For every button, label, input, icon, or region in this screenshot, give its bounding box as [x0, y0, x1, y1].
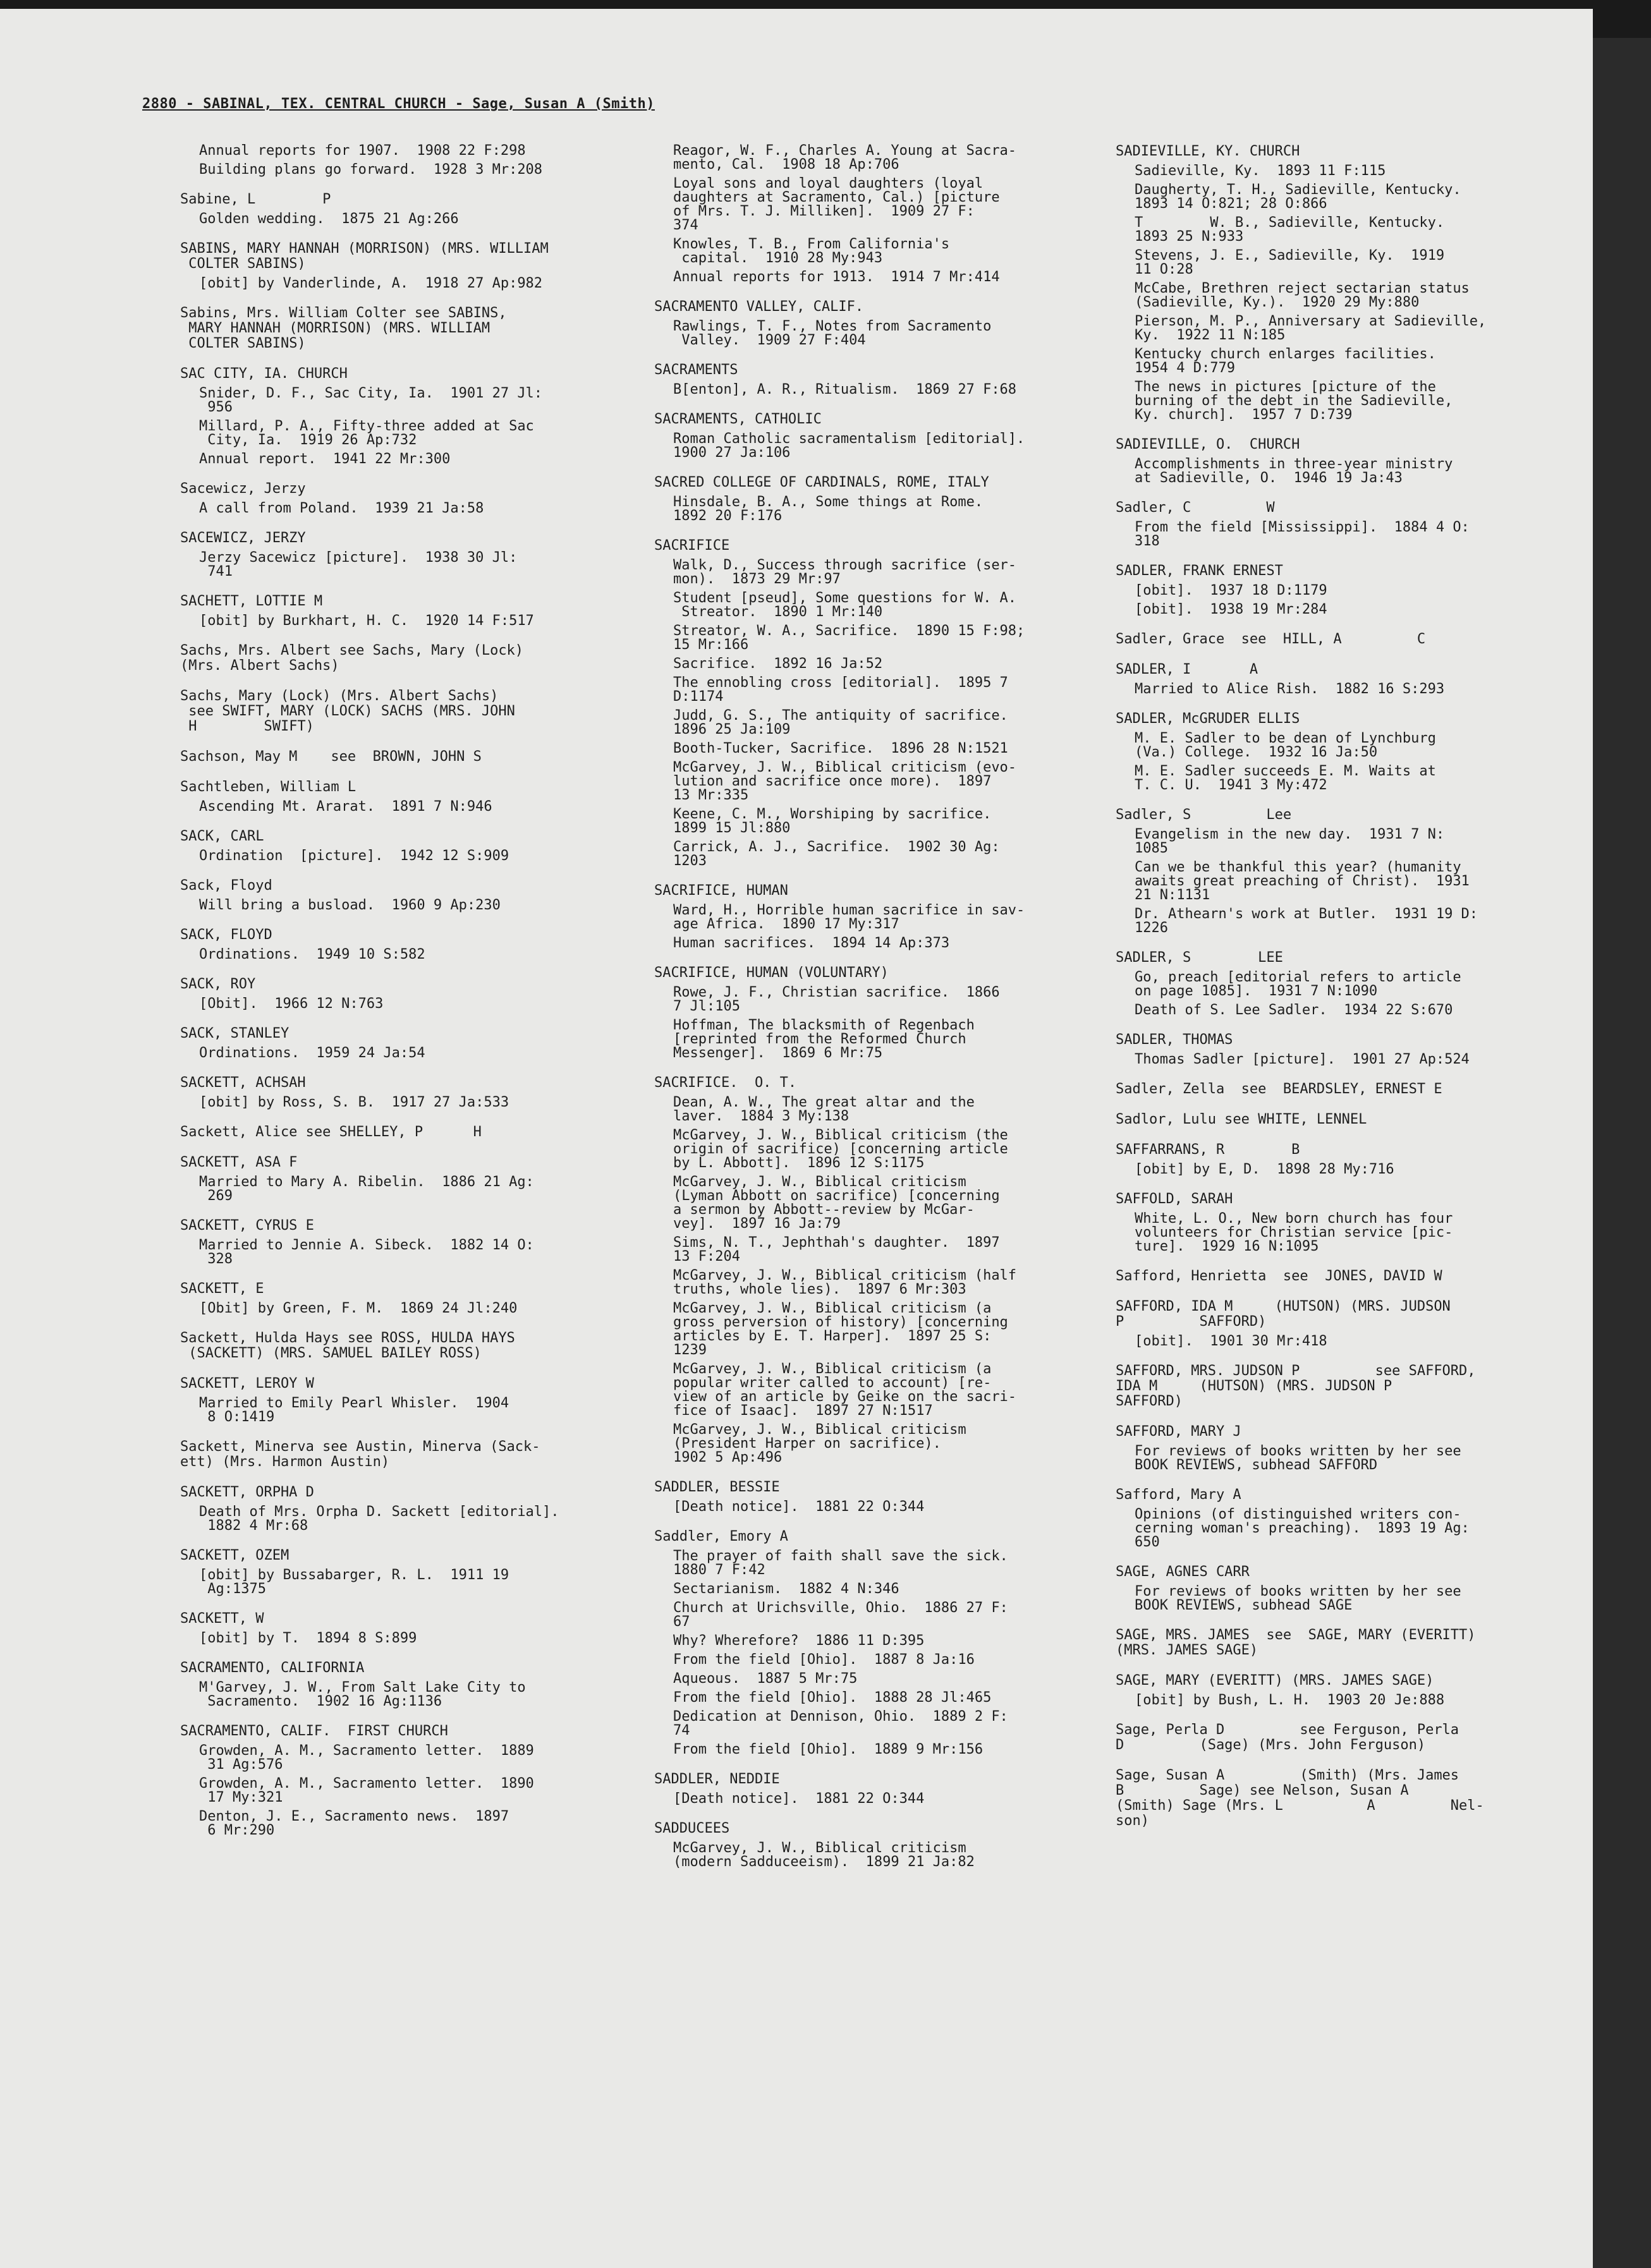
index-entry [1116, 1768, 1583, 1829]
entry-citation: Annual reports for 1913. 1914 7 Mr:414 [673, 269, 1000, 285]
index-entry [654, 412, 1109, 460]
entry-heading: SACRAMENTS, CATHOLIC [654, 411, 822, 427]
entry-heading: SACK, CARL [180, 828, 264, 844]
index-entry [654, 1076, 1109, 1465]
entry-citation: Ordination [picture]. 1942 12 S:909 [199, 848, 509, 864]
index-entry [1116, 1565, 1583, 1613]
entry-citation: Loyal sons and loyal daughters (loyal daughters at Sacramento, Cal.) [picture of Mrs. T. J. Milliken]. 1909 27 F: 374 [673, 176, 1000, 233]
entry-heading: SACHETT, LOTTIE M [180, 593, 323, 609]
entry-citation: Church at Urichsville, Ohio. 1886 27 F: 67 [673, 1600, 1008, 1630]
entry-citation: Ascending Mt. Ararat. 1891 7 N:946 [199, 799, 492, 815]
index-entry [654, 1480, 1109, 1514]
entry-citation: For reviews of books written by her see BOOK REVIEWS, subhead SAFFORD [1135, 1443, 1461, 1473]
index-entry [654, 966, 1109, 1060]
entry-heading: SAC CITY, IA. CHURCH [180, 366, 348, 382]
entry-heading: SADDLER, NEDDIE [654, 1771, 780, 1787]
entry-heading: SACKETT, ACHSAH [180, 1075, 306, 1091]
entry-citation: Ordinations. 1959 24 Ja:54 [199, 1045, 425, 1061]
index-entry [654, 1529, 1109, 1757]
entry-citation: [obit] by T. 1894 8 S:899 [199, 1630, 417, 1646]
index-entry [180, 643, 648, 674]
entry-citation: Stevens, J. E., Sadieville, Ky. 1919 11 O:28 [1135, 248, 1445, 277]
entry-heading: SACKETT, ASA F [180, 1155, 298, 1170]
entry-heading: SADIEVILLE, O. CHURCH [1116, 437, 1300, 452]
entry-heading: Sackett, Hulda Hays see ROSS, HULDA HAYS (SACKETT) (MRS. SAMUEL BAILEY ROSS) [180, 1330, 515, 1361]
index-entry [1116, 632, 1583, 647]
index-entry [1116, 1143, 1583, 1177]
index-entry [1116, 1269, 1583, 1284]
entry-heading: Sadler, Zella see BEARDSLEY, ERNEST E [1116, 1081, 1442, 1097]
index-entry [1116, 950, 1583, 1017]
entry-citation: Can we be thankful this year? (humanity awaits great preaching of Christ). 1931 21 N:1131 [1135, 859, 1470, 903]
index-entry [180, 1218, 648, 1266]
entry-citation: Booth-Tucker, Sacrifice. 1896 28 N:1521 [673, 741, 1008, 756]
index-entry [1116, 1299, 1583, 1349]
entry-citation: Opinions (of distinguished writers con- cerning woman's preaching). 1893 19 Ag: 650 [1135, 1507, 1470, 1550]
entry-citation: M. E. Sadler succeeds E. M. Waits at T. C. U. 1941 3 My:472 [1135, 763, 1436, 793]
entry-heading: Safford, Mary A [1116, 1487, 1241, 1503]
index-entry [180, 1331, 648, 1361]
entry-citation: Annual report. 1941 22 Mr:300 [199, 451, 451, 467]
entry-heading: SAGE, MARY (EVERITT) (MRS. JAMES SAGE) [1116, 1673, 1434, 1689]
entry-citation: Dedication at Dennison, Ohio. 1889 2 F: 74 [673, 1709, 1008, 1738]
entry-citation: B[enton], A. R., Ritualism. 1869 27 F:68 [673, 382, 1017, 397]
entry-heading: Sabins, Mrs. William Colter see SABINS, MARY HANNAH (MORRISON) (MRS. WILLIAM COLTER SABINS) [180, 305, 507, 351]
entry-citation: Sadieville, Ky. 1893 11 F:115 [1135, 163, 1386, 179]
entry-citation: McGarvey, J. W., Biblical criticism (a gross perversion of history) [concerning articles by E. T. Harper]. 1897 25 S: 1239 [673, 1301, 1008, 1358]
index-entry [1116, 712, 1583, 792]
entry-citation: Walk, D., Success through sacrifice (ser- mon). 1873 29 Mr:97 [673, 557, 1017, 587]
entry-heading: SAFFOLD, SARAH [1116, 1191, 1233, 1207]
page-edge-shadow [1593, 38, 1651, 2268]
index-entry [180, 780, 648, 814]
entry-heading: SADLER, THOMAS [1116, 1032, 1233, 1048]
entry-citation: Jerzy Sacewicz [picture]. 1938 30 Jl: 741 [199, 550, 518, 579]
index-entry [180, 1026, 648, 1060]
index-entry [1116, 1192, 1583, 1254]
entry-heading: SADDLER, BESSIE [654, 1479, 780, 1495]
entry-citation: [obit]. 1901 30 Mr:418 [1135, 1333, 1327, 1349]
index-entry [180, 1155, 648, 1203]
entry-heading: Sadler, Grace see HILL, A C [1116, 631, 1426, 647]
entry-citation: Millard, P. A., Fifty-three added at Sac City, Ia. 1919 26 Ap:732 [199, 418, 534, 448]
index-entry [654, 300, 1109, 348]
index-entry [654, 1772, 1109, 1806]
entry-citation: M. E. Sadler to be dean of Lynchburg (Va.) College. 1932 16 Ja:50 [1135, 731, 1436, 760]
entry-heading: Sage, Perla D see Ferguson, Perla D (Sage) (Mrs. John Ferguson) [1116, 1722, 1459, 1753]
entry-citation: Why? Wherefore? 1886 11 D:395 [673, 1633, 925, 1649]
entry-citation: M'Garvey, J. W., From Salt Lake City to Sacramento. 1902 16 Ag:1136 [199, 1680, 526, 1709]
entry-citation: Golden wedding. 1875 21 Ag:266 [199, 211, 459, 227]
entry-citation: A call from Poland. 1939 21 Ja:58 [199, 500, 484, 516]
entry-heading: SABINS, MARY HANNAH (MORRISON) (MRS. WILLIAM COLTER SABINS) [180, 241, 549, 272]
index-entry [180, 749, 648, 765]
entry-heading: SACKETT, ORPHA D [180, 1484, 314, 1500]
index-entry [180, 1548, 648, 1596]
entry-citation: Rawlings, T. F., Notes from Sacramento Valley. 1909 27 F:404 [673, 318, 992, 348]
entry-heading: Sadler, S Lee [1116, 807, 1292, 823]
entry-citation: From the field [Ohio]. 1889 9 Mr:156 [673, 1742, 984, 1757]
entry-citation: McGarvey, J. W., Biblical criticism (the origin of sacrifice) [concerning article by L. Abbott]. 1896 12 S:1175 [673, 1127, 1008, 1171]
entry-citation: The news in pictures [picture of the burning of the debt in the Sadieville, Ky. church]. 1957 7 D:739 [1135, 379, 1453, 423]
index-entry [180, 1661, 648, 1709]
entry-citation: Will bring a busload. 1960 9 Ap:230 [199, 897, 501, 913]
entry-heading: SACRAMENTS [654, 362, 738, 378]
entry-citation: Kentucky church enlarges facilities. 1954 4 D:779 [1135, 346, 1436, 376]
index-entry [1116, 1424, 1583, 1472]
entry-citation: Sacrifice. 1892 16 Ja:52 [673, 656, 883, 672]
index-entry [180, 1440, 648, 1470]
entry-citation: T W. B., Sadieville, Kentucky. 1893 25 N:933 [1135, 215, 1445, 245]
entry-heading: SAFFARRANS, R B [1116, 1142, 1300, 1158]
entry-heading: SAFFORD, MARY J [1116, 1424, 1241, 1440]
entry-citation: Roman Catholic sacramentalism [editorial]. 1900 27 Ja:106 [673, 431, 1025, 461]
entry-citation: Dr. Athearn's work at Butler. 1931 19 D: 1226 [1135, 906, 1478, 936]
entry-citation: [obit]. 1937 18 D:1179 [1135, 583, 1327, 598]
index-entry [180, 144, 648, 177]
entry-citation: Building plans go forward. 1928 3 Mr:208 [199, 162, 543, 178]
entry-citation: Snider, D. F., Sac City, Ia. 1901 27 Jl: 956 [199, 385, 543, 415]
entry-citation: McGarvey, J. W., Biblical criticism (President Harper on sacrifice). 1902 5 Ap:496 [673, 1422, 966, 1465]
entry-citation: Hoffman, The blacksmith of Regenbach [reprinted from the Reformed Church Messenger]. 1869 6 Mr:75 [673, 1017, 975, 1061]
entry-citation: White, L. O., New born church has four volunteers for Christian service [pic- ture]. 1929 16 N:1095 [1135, 1211, 1453, 1254]
entry-citation: Growden, A. M., Sacramento letter. 1889 31 Ag:576 [199, 1743, 534, 1773]
index-entry [180, 1611, 648, 1646]
entry-heading: Safford, Henrietta see JONES, DAVID W [1116, 1268, 1442, 1284]
column-left [180, 144, 648, 1853]
entry-citation: [obit]. 1938 19 Mr:284 [1135, 602, 1327, 617]
index-entry [180, 1724, 648, 1838]
entry-citation: For reviews of books written by her see BOOK REVIEWS, subhead SAGE [1135, 1584, 1461, 1613]
entry-heading: SADLER, McGRUDER ELLIS [1116, 711, 1300, 727]
entry-heading: Sachson, May M see BROWN, JOHN S [180, 749, 482, 765]
entry-heading: SAGE, MRS. JAMES see SAGE, MARY (EVERITT) (MRS. JAMES SAGE) [1116, 1627, 1476, 1658]
index-entry [180, 192, 648, 226]
index-entry [654, 363, 1109, 397]
entry-heading: SACK, FLOYD [180, 927, 272, 943]
entry-citation: [Death notice]. 1881 22 O:344 [673, 1791, 925, 1807]
entry-heading: SADLER, S LEE [1116, 950, 1283, 966]
entry-heading: SACKETT, CYRUS E [180, 1218, 314, 1234]
index-entry [180, 1282, 648, 1316]
entry-citation: Denton, J. E., Sacramento news. 1897 6 Mr:290 [199, 1809, 509, 1838]
entry-citation: Married to Jennie A. Sibeck. 1882 14 O: 328 [199, 1237, 534, 1267]
entry-citation: Dean, A. W., The great altar and the laver. 1884 3 My:138 [673, 1095, 975, 1124]
index-entry [180, 928, 648, 962]
entry-heading: Sackett, Minerva see Austin, Minerva (Sack- ett) (Mrs. Harmon Austin) [180, 1439, 540, 1470]
entry-citation: Student [pseud], Some questions for W. A. Streator. 1890 1 Mr:140 [673, 590, 1017, 620]
entry-citation: Carrick, A. J., Sacrifice. 1902 30 Ag: 1203 [673, 839, 1000, 869]
entry-heading: Saddler, Emory A [654, 1529, 788, 1544]
entry-citation: Ordinations. 1949 10 S:582 [199, 947, 425, 962]
entry-citation: Annual reports for 1907. 1908 22 F:298 [199, 143, 526, 159]
index-entry [654, 144, 1109, 284]
entry-citation: [obit] by Bush, L. H. 1903 20 Je:888 [1135, 1692, 1445, 1708]
index-entry [180, 1376, 648, 1424]
entry-heading: SACRAMENTO, CALIF. FIRST CHURCH [180, 1723, 448, 1739]
entry-citation: Sectarianism. 1882 4 N:346 [673, 1581, 899, 1597]
entry-heading: Sachs, Mary (Lock) (Mrs. Albert Sachs) see SWIFT, MARY (LOCK) SACHS (MRS. JOHN H SWIFT) [180, 688, 515, 734]
entry-citation: [Obit]. 1966 12 N:763 [199, 996, 384, 1012]
column-middle [654, 144, 1109, 1884]
index-entry [1116, 437, 1583, 485]
entry-citation: McGarvey, J. W., Biblical criticism (evo- lution and sacrifice once more). 1897 13 Mr:335 [673, 760, 1017, 803]
entry-citation: Streator, W. A., Sacrifice. 1890 15 F:98; 15 Mr:166 [673, 623, 1025, 653]
entry-heading: Sack, Floyd [180, 878, 272, 894]
entry-citation: The prayer of faith shall save the sick. 1880 7 F:42 [673, 1548, 1008, 1578]
index-entry [180, 1485, 648, 1533]
entry-citation: Knowles, T. B., From California's capital. 1910 28 My:943 [673, 236, 950, 266]
entry-heading: SAFFORD, MRS. JUDSON P see SAFFORD, IDA M (HUTSON) (MRS. JUDSON P SAFFORD) [1116, 1363, 1476, 1409]
entry-citation: The ennobling cross [editorial]. 1895 7 D:1174 [673, 675, 1008, 705]
entry-heading: SACRIFICE, HUMAN [654, 883, 788, 899]
entry-citation: Human sacrifices. 1894 14 Ap:373 [673, 935, 950, 951]
entry-citation: [obit] by Ross, S. B. 1917 27 Ja:533 [199, 1095, 509, 1110]
index-entry [1116, 1364, 1583, 1409]
index-entry [180, 482, 648, 516]
index-entry [654, 883, 1109, 950]
index-entry [1116, 1033, 1583, 1067]
entry-heading: SAFFORD, IDA M (HUTSON) (MRS. JUDSON P SAFFORD) [1116, 1299, 1451, 1330]
entry-citation: Pierson, M. P., Anniversary at Sadieville, Ky. 1922 11 N:185 [1135, 313, 1487, 343]
entry-heading: SADIEVILLE, KY. CHURCH [1116, 143, 1300, 159]
index-entry [1116, 1112, 1583, 1127]
index-entry [654, 538, 1109, 868]
entry-citation: Hinsdale, B. A., Some things at Rome. 1892 20 F:176 [673, 494, 984, 524]
index-entry [180, 1076, 648, 1110]
entry-citation: Growden, A. M., Sacramento letter. 1890 17 My:321 [199, 1776, 534, 1805]
entry-heading: SACRED COLLEGE OF CARDINALS, ROME, ITALY [654, 475, 989, 490]
index-entry [180, 1125, 648, 1140]
entry-citation: Accomplishments in three-year ministry at Sadieville, O. 1946 19 Ja:43 [1135, 456, 1453, 486]
index-entry [180, 241, 648, 291]
entry-heading: SACK, STANLEY [180, 1026, 289, 1041]
index-entry [180, 878, 648, 913]
index-entry [1116, 808, 1583, 935]
entry-citation: [Obit] by Green, F. M. 1869 24 Jl:240 [199, 1301, 518, 1316]
index-entry [180, 689, 648, 734]
entry-heading: SACRAMENTO VALLEY, CALIF. [654, 299, 864, 315]
page-header: 2880 - SABINAL, TEX. CENTRAL CHURCH - Sage, Susan A (Smith) [142, 96, 655, 112]
entry-citation: [obit] by E, D. 1898 28 My:716 [1135, 1161, 1394, 1177]
index-entry [1116, 1723, 1583, 1753]
entry-heading: SACRIFICE, HUMAN (VOLUNTARY) [654, 965, 889, 981]
entry-citation: McCabe, Brethren reject sectarian status (Sadieville, Ky.). 1920 29 My:880 [1135, 281, 1470, 310]
entry-heading: SACKETT, LEROY W [180, 1376, 314, 1392]
index-entry [180, 829, 648, 863]
entry-citation: [obit] by Burkhart, H. C. 1920 14 F:517 [199, 613, 534, 629]
entry-heading: SADLER, I A [1116, 662, 1258, 677]
entry-citation: McGarvey, J. W., Biblical criticism (half truths, whole lies). 1897 6 Mr:303 [673, 1268, 1017, 1297]
index-entry [1116, 1628, 1583, 1658]
entry-citation: Aqueous. 1887 5 Mr:75 [673, 1671, 858, 1687]
index-entry [1116, 500, 1583, 549]
index-entry [180, 367, 648, 466]
entry-citation: Reagor, W. F., Charles A. Young at Sacra- mento, Cal. 1908 18 Ap:706 [673, 143, 1017, 173]
entry-heading: SACKETT, E [180, 1281, 264, 1297]
entry-heading: SADDUCEES [654, 1821, 730, 1836]
entry-heading: SAGE, AGNES CARR [1116, 1564, 1250, 1580]
entry-heading: Sachtleben, William L [180, 779, 356, 795]
entry-citation: Daugherty, T. H., Sadieville, Kentucky. 1893 14 O:821; 28 O:866 [1135, 182, 1461, 212]
entry-citation: From the field [Ohio]. 1888 28 Jl:465 [673, 1690, 992, 1706]
entry-citation: [Death notice]. 1881 22 O:344 [673, 1499, 925, 1515]
entry-heading: SACRAMENTO, CALIFORNIA [180, 1660, 365, 1676]
entry-citation: Married to Emily Pearl Whisler. 1904 8 O:1419 [199, 1395, 509, 1425]
entry-heading: Sackett, Alice see SHELLEY, P H [180, 1124, 482, 1140]
index-entry [180, 594, 648, 628]
entry-heading: SACKETT, OZEM [180, 1548, 289, 1563]
entry-citation: Death of S. Lee Sadler. 1934 22 S:670 [1135, 1002, 1453, 1018]
entry-citation: [obit] by Bussabarger, R. L. 1911 19 Ag:1375 [199, 1567, 509, 1597]
entry-citation: Sims, N. T., Jephthah's daughter. 1897 13 F:204 [673, 1235, 1000, 1264]
index-entry [180, 531, 648, 579]
index-entry [180, 977, 648, 1011]
entry-heading: Sachs, Mrs. Albert see Sachs, Mary (Lock) (Mrs. Albert Sachs) [180, 643, 524, 674]
entry-heading: SACKETT, W [180, 1611, 264, 1627]
entry-heading: Sadler, C W [1116, 500, 1275, 516]
entry-heading: Sabine, L P [180, 191, 331, 207]
entry-heading: Sage, Susan A (Smith) (Mrs. James B Sage) see Nelson, Susan A (Smith) Sage (Mrs. L A Nel- son) [1116, 1768, 1484, 1829]
entry-heading: Sacewicz, Jerzy [180, 481, 306, 497]
entry-citation: Ward, H., Horrible human sacrifice in sav- age Africa. 1890 17 My:317 [673, 902, 1025, 932]
entry-citation: Married to Alice Rish. 1882 16 S:293 [1135, 681, 1445, 697]
entry-citation: From the field [Mississippi]. 1884 4 O: 318 [1135, 519, 1470, 549]
index-entry [1116, 1082, 1583, 1097]
entry-citation: From the field [Ohio]. 1887 8 Ja:16 [673, 1652, 975, 1668]
index-entry [654, 475, 1109, 523]
index-entry [1116, 564, 1583, 617]
entry-citation: Keene, C. M., Worshiping by sacrifice. 1899 15 Jl:880 [673, 806, 992, 836]
entry-citation: Evangelism in the new day. 1931 7 N: 1085 [1135, 827, 1445, 856]
index-entry [180, 306, 648, 351]
entry-heading: SACEWICZ, JERZY [180, 530, 306, 546]
entry-heading: SACRIFICE [654, 538, 730, 554]
index-entry [1116, 1488, 1583, 1549]
entry-citation: McGarvey, J. W., Biblical criticism (Lyman Abbott on sacrifice) [concerning a sermon by Abbott--review by McGar- vey]. 1897 16 Ja:79 [673, 1174, 1000, 1232]
entry-citation: Married to Mary A. Ribelin. 1886 21 Ag: 269 [199, 1174, 534, 1204]
entry-heading: SACK, ROY [180, 976, 256, 992]
entry-citation: McGarvey, J. W., Biblical criticism (modern Sadduceeism). 1899 21 Ja:82 [673, 1840, 975, 1870]
entry-citation: Judd, G. S., The antiquity of sacrifice. 1896 25 Ja:109 [673, 708, 1008, 737]
index-entry [1116, 1673, 1583, 1707]
entry-heading: SACRIFICE. O. T. [654, 1075, 797, 1091]
index-entry [654, 1821, 1109, 1869]
index-entry [1116, 662, 1583, 696]
entry-citation: Death of Mrs. Orpha D. Sackett [editorial]. 1882 4 Mr:68 [199, 1504, 559, 1534]
entry-citation: Go, preach [editorial refers to article on page 1085]. 1931 7 N:1090 [1135, 969, 1461, 999]
entry-citation: Rowe, J. F., Christian sacrifice. 1866 7 Jl:105 [673, 985, 1000, 1014]
entry-citation: [obit] by Vanderlinde, A. 1918 27 Ap:982 [199, 276, 543, 291]
entry-heading: SADLER, FRANK ERNEST [1116, 563, 1283, 579]
entry-heading: Sadlor, Lulu see WHITE, LENNEL [1116, 1112, 1367, 1127]
entry-citation: Thomas Sadler [picture]. 1901 27 Ap:524 [1135, 1052, 1470, 1067]
column-right [1116, 144, 1583, 1844]
entry-citation: McGarvey, J. W., Biblical criticism (a popular writer called to account) [re- view of an article by Geike on the sacri- fice of Isaac]. 1897 27 N:1517 [673, 1361, 1017, 1419]
index-entry [1116, 144, 1583, 422]
